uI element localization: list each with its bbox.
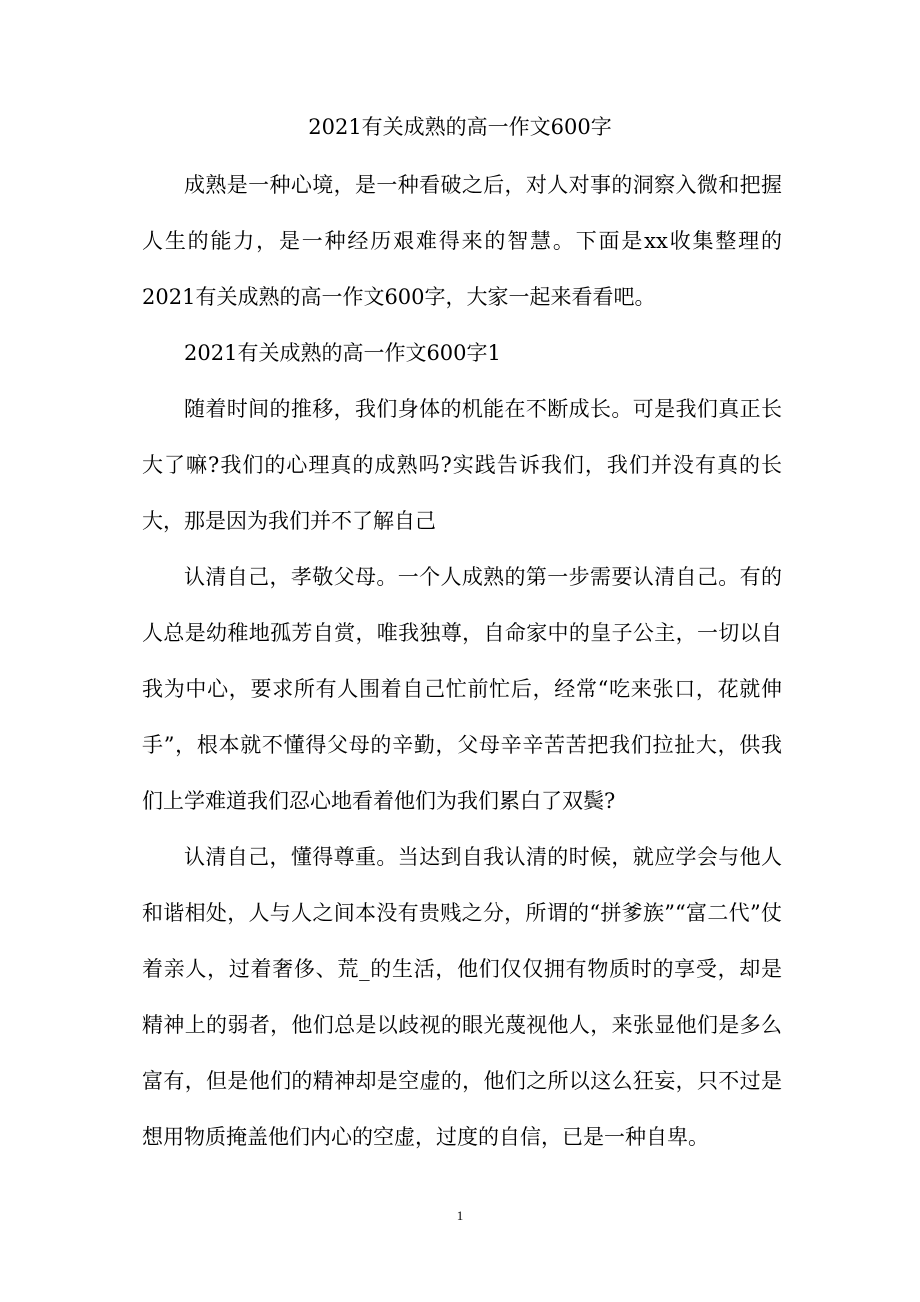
document-title: 2021有关成熟的高一作文600字 <box>308 115 612 139</box>
page-number: 1 <box>456 1208 464 1223</box>
body-paragraph: 认清自己，孝敬父母。一个人成熟的第一步需要认清自己。有的人总是幼稚地孤芳自赏，唯我独尊，自命家中的皇子公主，一切以自我为中心，要求所有人围着自己忙前忙后，经常“吃来张口，花就伸手”，根本就不懂得父母的辛勤，父母辛辛苦苦把我们拉扯大，供我们上学难道我们忍心地看着他们为我们累白了双鬓? <box>142 565 782 813</box>
intro-paragraph: 成熟是一种心境，是一种看破之后，对人对事的洞察入微和把握人生的能力，是一种经历艰难得来的智慧。下面是xx收集整理的2021有关成熟的高一作文600字，大家一起来看看吧。 <box>142 173 782 309</box>
essay-subtitle: 2021有关成熟的高一作文600字1 <box>184 341 501 365</box>
body-paragraph: 随着时间的推移，我们身体的机能在不断成长。可是我们真正长大了嘛?我们的心理真的成熟吗?实践告诉我们，我们并没有真的长大，那是因为我们并不了解自己 <box>142 397 782 533</box>
body-paragraph: 认清自己，懂得尊重。当达到自我认清的时候，就应学会与他人和谐相处，人与人之间本没有贵贱之分，所谓的“拼爹族”“富二代”仗着亲人，过着奢侈、荒_的生活，他们仅仅拥有物质时的享受，却是精神上的弱者，他们总是以歧视的眼光蔑视他人，来张显他们是多么富有，但是他们的精神却是空虚的，他们之所以这么狂妄，只不过是想用物质掩盖他们内心的空虚，过度的自信，已是一种自卑。 <box>142 845 782 1149</box>
